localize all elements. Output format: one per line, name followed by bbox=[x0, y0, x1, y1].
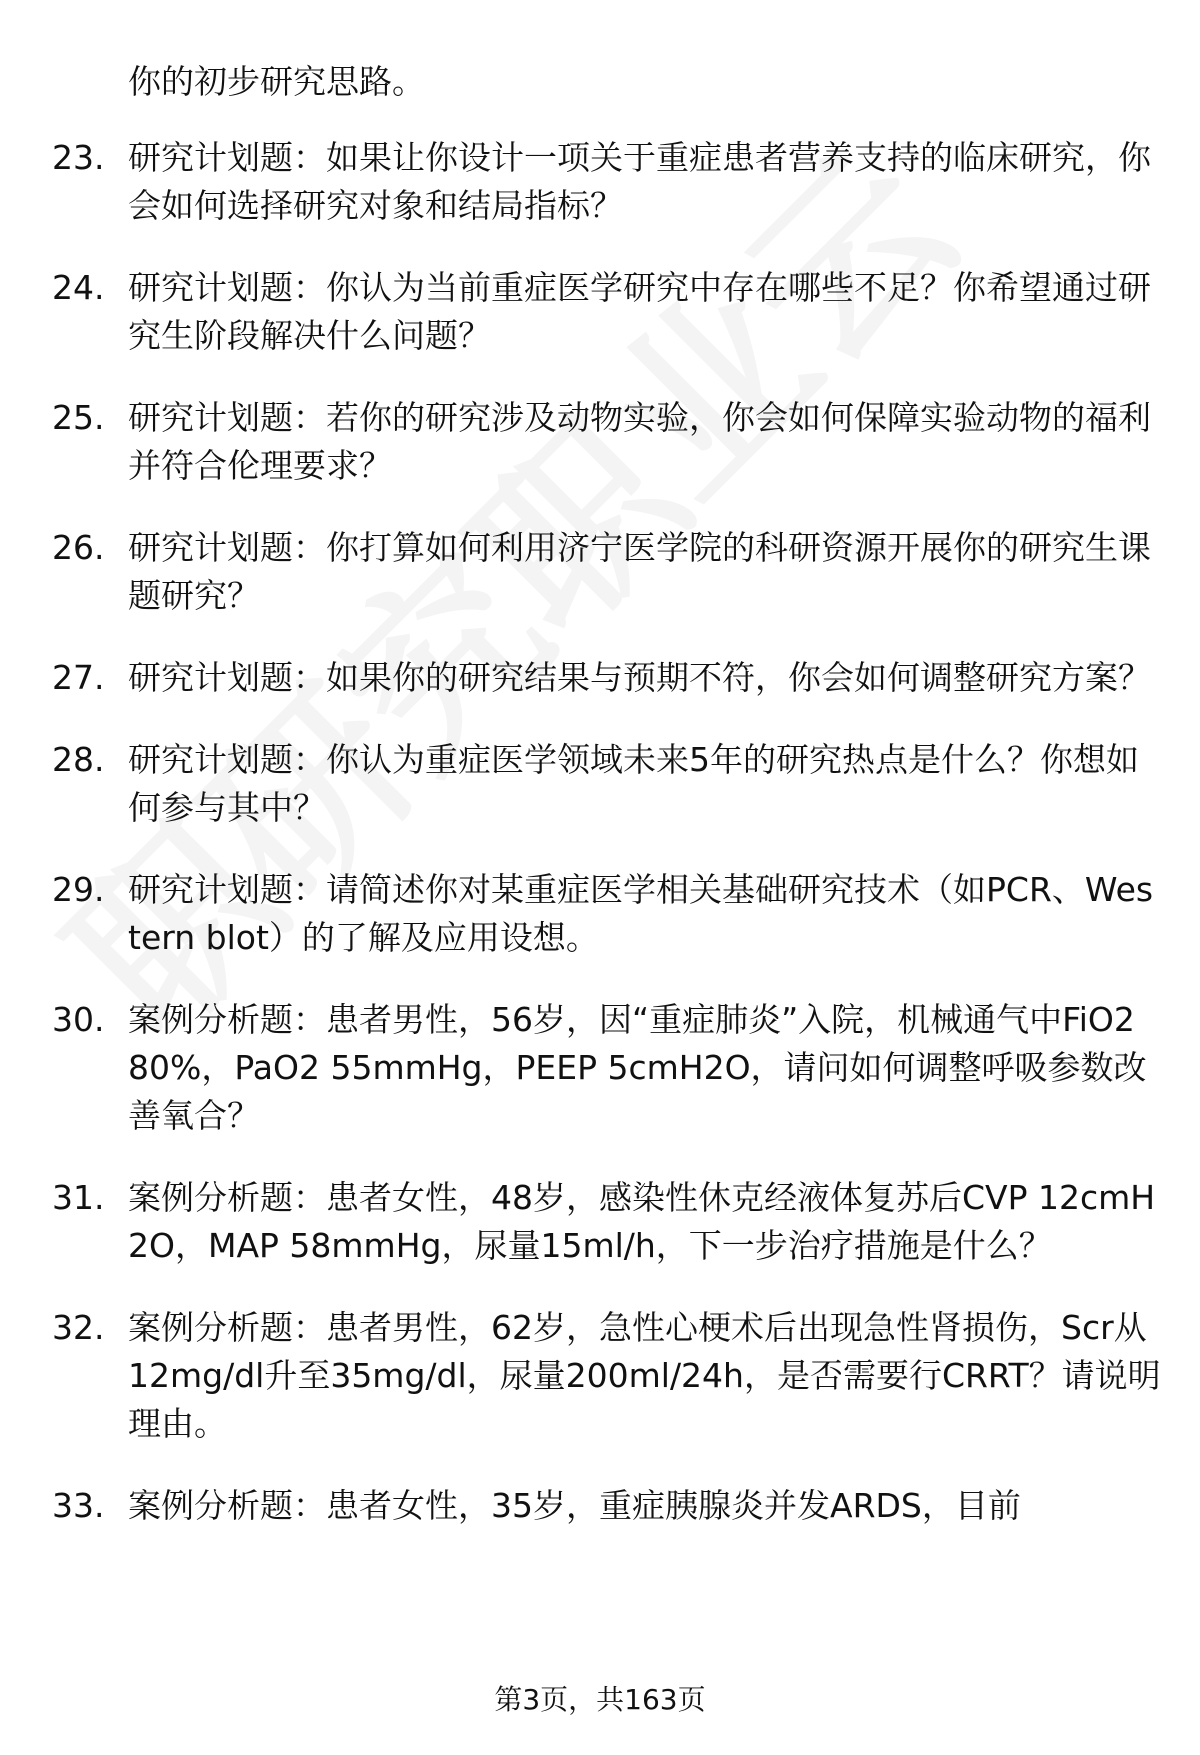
list-item bbox=[52, 996, 1162, 1140]
item-text: 案例分析题：患者女性，48岁，感染性休克经液体复苏后CVP 12cmH2O，MAP 58mmHg，尿量15ml/h，下一步治疗措施是什么？ bbox=[128, 1178, 1156, 1265]
item-number: 23. bbox=[52, 138, 105, 177]
list-item bbox=[52, 1482, 1162, 1530]
item-text: 研究计划题：若你的研究涉及动物实验，你会如何保障实验动物的福利并符合伦理要求？ bbox=[128, 398, 1151, 485]
item-number: 32. bbox=[52, 1308, 105, 1347]
item-number: 28. bbox=[52, 740, 105, 779]
item-text: 案例分析题：患者男性，56岁，因“重症肺炎”入院，机械通气中FiO2 80%，PaO2 55mmHg，PEEP 5cmH2O，请问如何调整呼吸参数改善氧合？ bbox=[128, 1000, 1147, 1135]
list-item bbox=[52, 264, 1162, 360]
item-number: 25. bbox=[52, 398, 105, 437]
item-number: 26. bbox=[52, 528, 105, 567]
document-content bbox=[52, 58, 1162, 1564]
list-item bbox=[52, 394, 1162, 490]
item-text: 研究计划题：你打算如何利用济宁医学院的科研资源开展你的研究生课题研究？ bbox=[128, 528, 1151, 615]
item-number: 30. bbox=[52, 1000, 105, 1039]
item-number: 27. bbox=[52, 658, 105, 697]
list-item bbox=[52, 866, 1162, 962]
item-number: 29. bbox=[52, 870, 105, 909]
item-number: 31. bbox=[52, 1178, 105, 1217]
item-text: 案例分析题：患者男性，62岁，急性心梗术后出现急性肾损伤，Scr从12mg/dl升至35mg/dl，尿量200ml/24h，是否需要行CRRT？请说明理由。 bbox=[128, 1308, 1161, 1443]
item-number: 33. bbox=[52, 1486, 105, 1525]
item-text: 研究计划题：你认为重症医学领域未来5年的研究热点是什么？你想如何参与其中？ bbox=[128, 740, 1139, 827]
item-text: 研究计划题：请简述你对某重症医学相关基础研究技术（如PCR、Western blot）的了解及应用设想。 bbox=[128, 870, 1154, 957]
item-text: 研究计划题：如果你的研究结果与预期不符，你会如何调整研究方案？ bbox=[128, 658, 1151, 697]
item-text: 案例分析题：患者女性，35岁，重症胰腺炎并发ARDS，目前 bbox=[128, 1486, 1021, 1525]
list-item bbox=[52, 736, 1162, 832]
list-item bbox=[52, 654, 1162, 702]
lead-text: 你的初步研究思路。 bbox=[128, 62, 425, 101]
list-item bbox=[52, 134, 1162, 230]
item-number: 24. bbox=[52, 268, 105, 307]
list-item bbox=[52, 1174, 1162, 1270]
item-text: 研究计划题：你认为当前重症医学研究中存在哪些不足？你希望通过研究生阶段解决什么问题？ bbox=[128, 268, 1151, 355]
list-item bbox=[52, 524, 1162, 620]
item-text: 研究计划题：如果让你设计一项关于重症患者营养支持的临床研究，你会如何选择研究对象和结局指标？ bbox=[128, 138, 1151, 225]
list-item bbox=[52, 1304, 1162, 1448]
page-footer: 第3页，共163页 bbox=[494, 1683, 706, 1716]
